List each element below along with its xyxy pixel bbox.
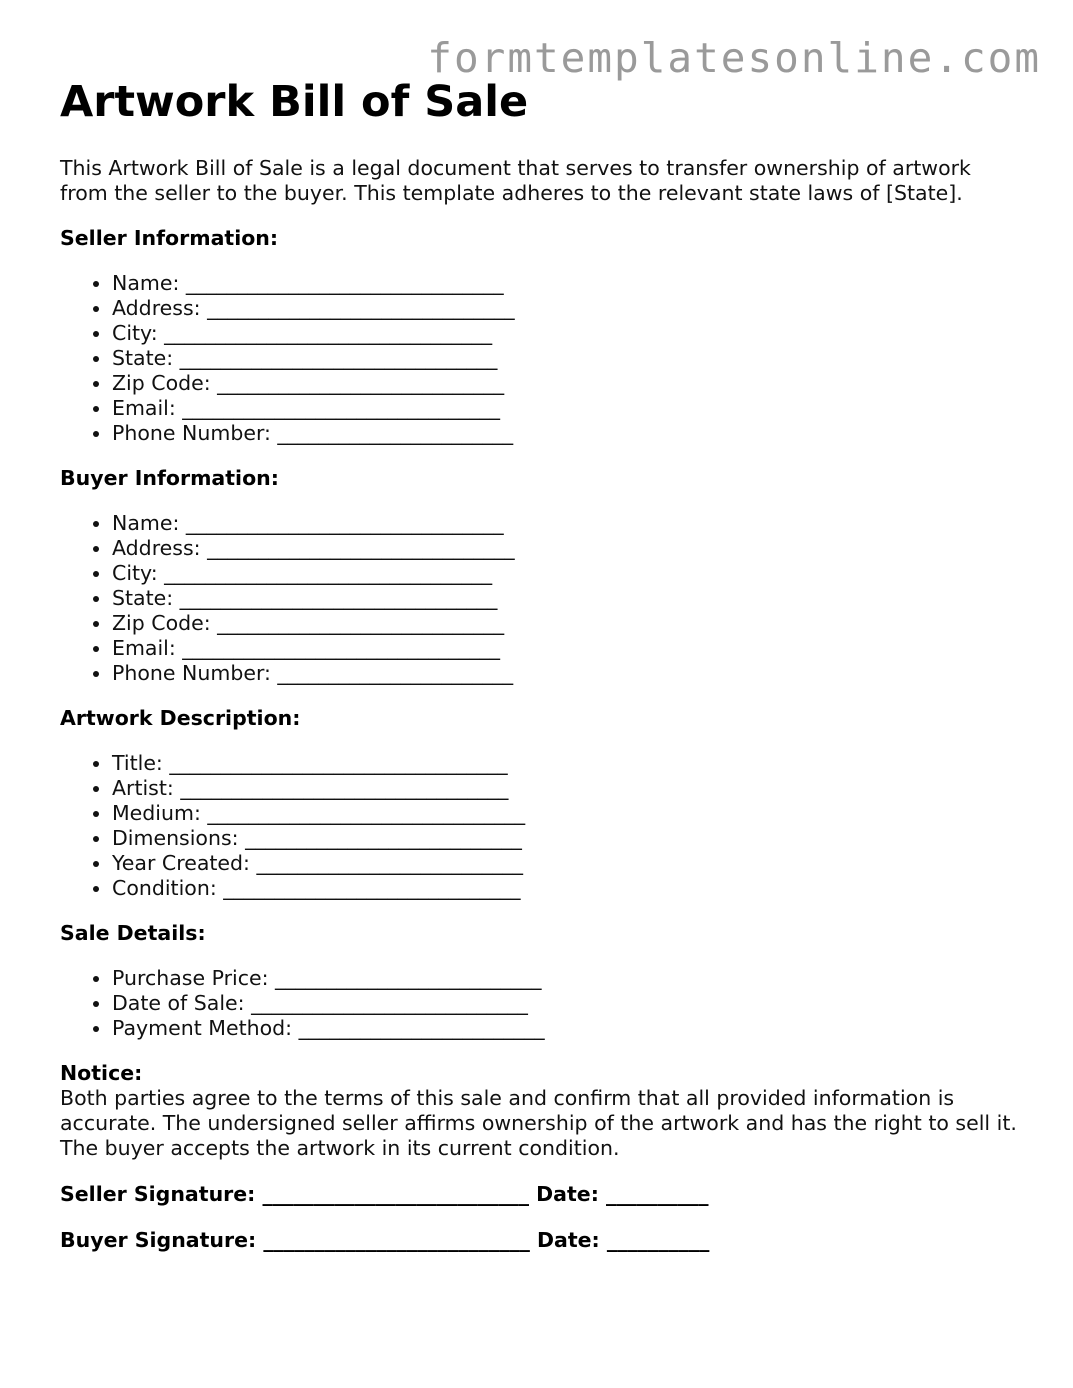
seller-city-field: • City: ________________________________ — [112, 321, 1020, 346]
artwork-title-field: • Title: _________________________________ — [112, 751, 1020, 776]
seller-zip-field: • Zip Code: ____________________________ — [112, 371, 1020, 396]
sale-payment-field: • Payment Method: ________________________ — [112, 1016, 1020, 1041]
seller-fields-list — [60, 271, 1020, 446]
notice-heading: Notice: — [60, 1061, 143, 1085]
buyer-state-field: • State: _______________________________ — [112, 586, 1020, 611]
artwork-year-field: • Year Created: __________________________ — [112, 851, 1020, 876]
buyer-section-heading: Buyer Information: — [60, 466, 279, 490]
document-title: Artwork Bill of Sale — [60, 77, 529, 127]
buyer-zip-field: • Zip Code: ____________________________ — [112, 611, 1020, 636]
sale-section-heading: Sale Details: — [60, 921, 206, 945]
seller-name-field: • Name: _______________________________ — [112, 271, 1020, 296]
artwork-condition-field: • Condition: _____________________________ — [112, 876, 1020, 901]
buyer-fields-list — [60, 511, 1020, 686]
buyer-name-field: • Name: _______________________________ — [112, 511, 1020, 536]
seller-email-field: • Email: _______________________________ — [112, 396, 1020, 421]
sale-date-field: • Date of Sale: ___________________________ — [112, 991, 1020, 1016]
artwork-fields-list — [60, 751, 1020, 901]
buyer-signature-line: Buyer Signature: __________________________ Date: __________ — [60, 1228, 710, 1252]
seller-address-field: • Address: ______________________________ — [112, 296, 1020, 321]
document-page — [60, 76, 1020, 1253]
seller-state-field: • State: _______________________________ — [112, 346, 1020, 371]
buyer-email-field: • Email: _______________________________ — [112, 636, 1020, 661]
watermark: formtemplatesonline.com — [427, 34, 1041, 82]
intro-paragraph: This Artwork Bill of Sale is a legal document that serves to transfer ownership of artwork from the seller to the buyer. This template adheres to the relevant state laws of [State]. — [60, 156, 971, 205]
sale-fields-list — [60, 966, 1020, 1041]
seller-signature-line: Seller Signature: __________________________ Date: __________ — [60, 1182, 709, 1206]
artwork-section-heading: Artwork Description: — [60, 706, 301, 730]
notice-text: Both parties agree to the terms of this sale and confirm that all provided information is accurate. The undersigned seller affirms ownership of the artwork and has the right to sell it. The buyer accepts the artwork in its current condition. — [60, 1086, 1017, 1160]
seller-phone-field: • Phone Number: _______________________ — [112, 421, 1020, 446]
sale-price-field: • Purchase Price: __________________________ — [112, 966, 1020, 991]
seller-section-heading: Seller Information: — [60, 226, 279, 250]
buyer-address-field: • Address: ______________________________ — [112, 536, 1020, 561]
artwork-medium-field: • Medium: _______________________________ — [112, 801, 1020, 826]
buyer-phone-field: • Phone Number: _______________________ — [112, 661, 1020, 686]
buyer-city-field: • City: ________________________________ — [112, 561, 1020, 586]
artwork-artist-field: • Artist: ________________________________ — [112, 776, 1020, 801]
artwork-dimensions-field: • Dimensions: ___________________________ — [112, 826, 1020, 851]
